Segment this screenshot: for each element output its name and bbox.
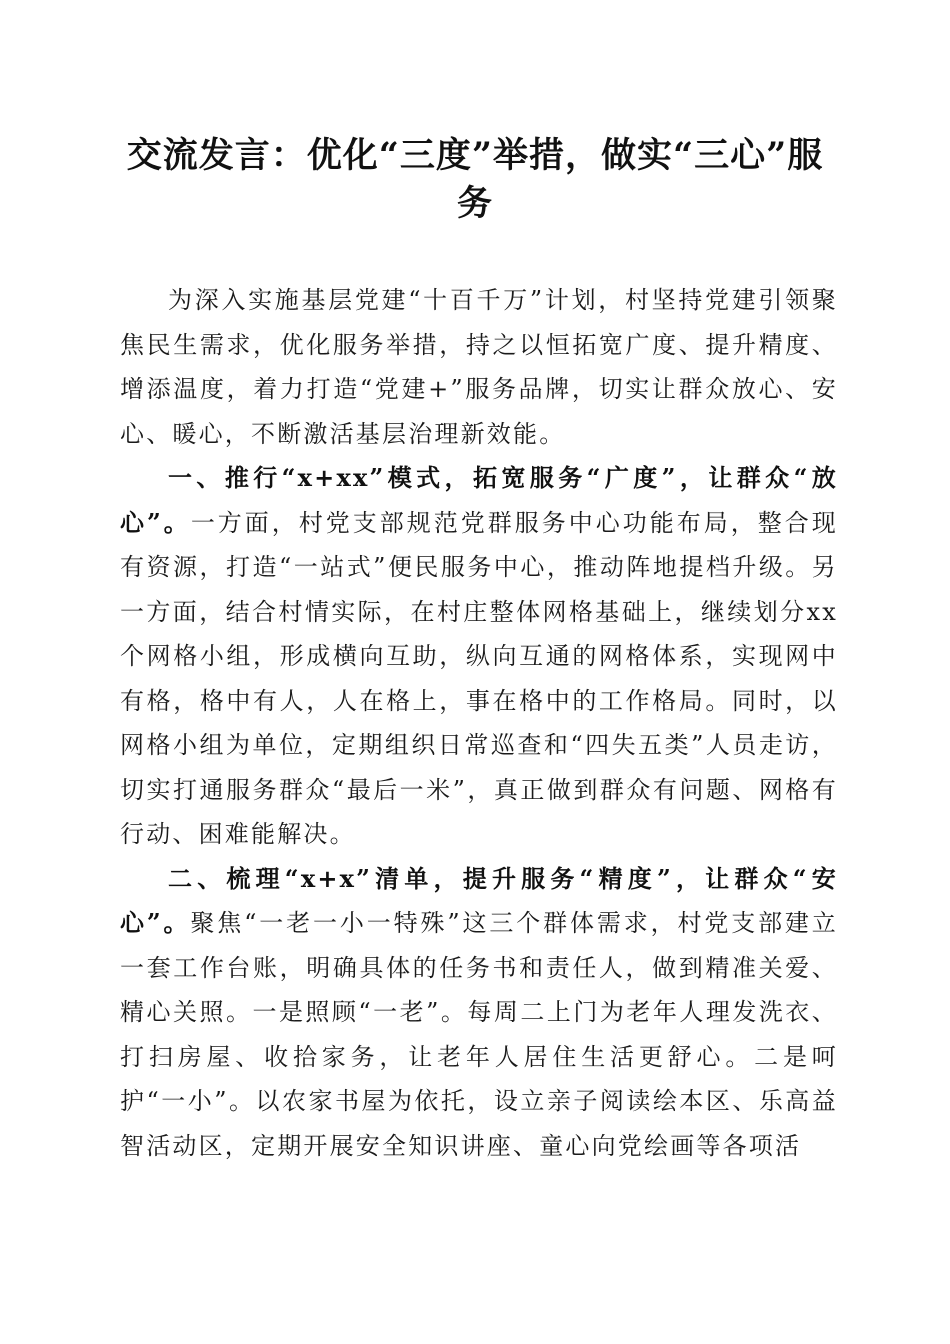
section-body-1: 一方面，村党支部规范党群服务中心功能布局，整合现有资源，打造“一站式”便民服务中心，推动阵地提档升级。另一方面，结合村情实际，在村庄整体网格基础上，继续划分xx个网格小组，形成横向互助，纵向互通的网格体系，实现网中有格，格中有人，人在格上，事在格中的工作格局。同时，以网格小组为单位，定期组织日常巡查和“四失五类”人员走访，切实打通服务群众“最后一米”，真正做到群众有问题、网格有行动、困难能解决。 [120,508,838,848]
section-heading-2: 二、梳理“x+x”清单，提升服务“精度”，让群众“安心”。 [120,863,838,937]
document-title: 交流发言：优化“三度”举措，做实“三心”服务 [126,135,824,224]
section-heading-1: 一、推行“x+xx”模式，拓宽服务“广度”，让群众“放心”。 [120,463,838,537]
section-paragraph-1 [120,456,838,857]
document-body [120,278,838,1168]
section-paragraph-2 [120,857,838,1169]
intro-paragraph: 为深入实施基层党建“十百千万”计划，村坚持党建引领聚焦民生需求，优化服务举措，持之以恒拓宽广度、提升精度、增添温度，着力打造“党建+”服务品牌，切实让群众放心、安心、暖心，不断激活基层治理新效能。 [120,286,838,448]
section-body-2: 聚焦“一老一小一特殊”这三个群体需求，村党支部建立一套工作台账，明确具体的任务书和责任人，做到精准关爱、精心关照。一是照顾“一老”。每周二上门为老年人理发洗衣、打扫房屋、收拾家务，让老年人居住生活更舒心。二是呵护“一小”。以农家书屋为依托，设立亲子阅读绘本区、乐高益智活动区，定期开展安全知识讲座、童心向党绘画等各项活 [120,909,839,1160]
